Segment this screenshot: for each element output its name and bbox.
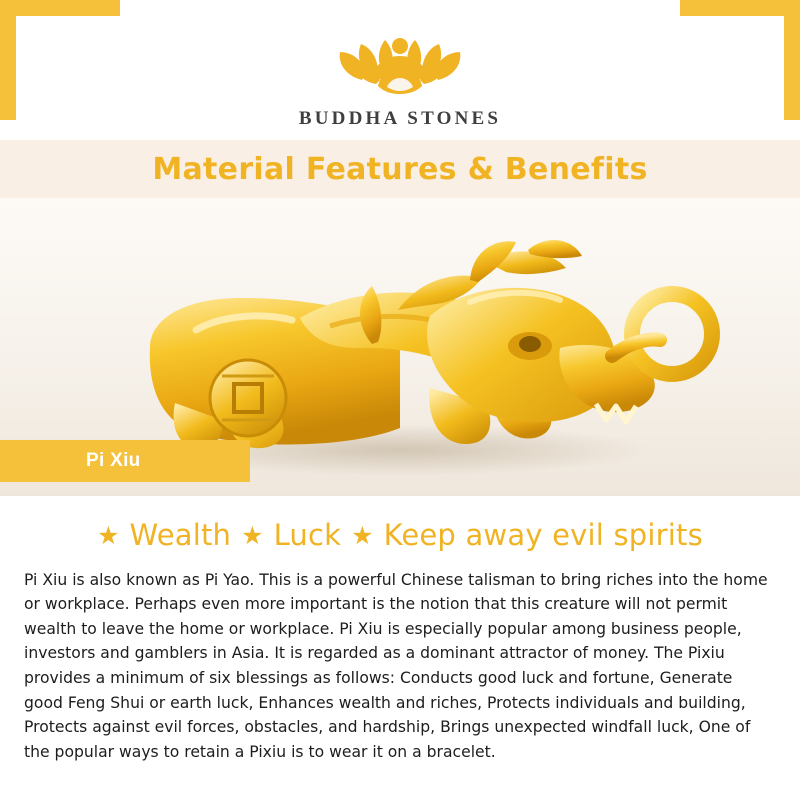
description-paragraph: Pi Xiu is also known as Pi Yao. This is a powerful Chinese talisman to bring riches into the home or workplace. Perhaps even more important is the notion that this creature will not permit wealth to leave the home or workplace. Pi Xiu is especially popular among business people, investors and gamblers in Asia. It is regarded as a dominant attractor of money. The Pixiu provides a minimum of six blessings as follows: Conducts good luck and fortune, Generate good Feng Shui or earth luck, Enhances wealth and riches, Protects individuals and building, Protects against evil forces, obstacles, and hardship, Brings unexpected windfall luck, One of the popular ways to retain a Pixiu is to wear it on a bracelet.: [24, 570, 768, 761]
image-caption-label: Pi Xiu: [86, 450, 141, 471]
tagline-wealth: Wealth: [129, 518, 232, 552]
tagline-evil-spirits: Keep away evil spirits: [383, 518, 703, 552]
page-title: Material Features & Benefits: [152, 151, 648, 187]
star-icon: ★: [241, 520, 264, 550]
star-icon: ★: [351, 520, 374, 550]
lotus-meditation-icon: [320, 22, 480, 106]
tagline-luck: Luck: [273, 518, 342, 552]
image-caption: [0, 440, 250, 482]
brand-logo-block: [0, 0, 800, 142]
taglines-row: [24, 518, 776, 552]
section-banner: [0, 140, 800, 198]
content-section: [0, 496, 800, 800]
star-icon: ★: [97, 520, 120, 550]
brand-name: BUDDHA STONES: [298, 108, 502, 129]
